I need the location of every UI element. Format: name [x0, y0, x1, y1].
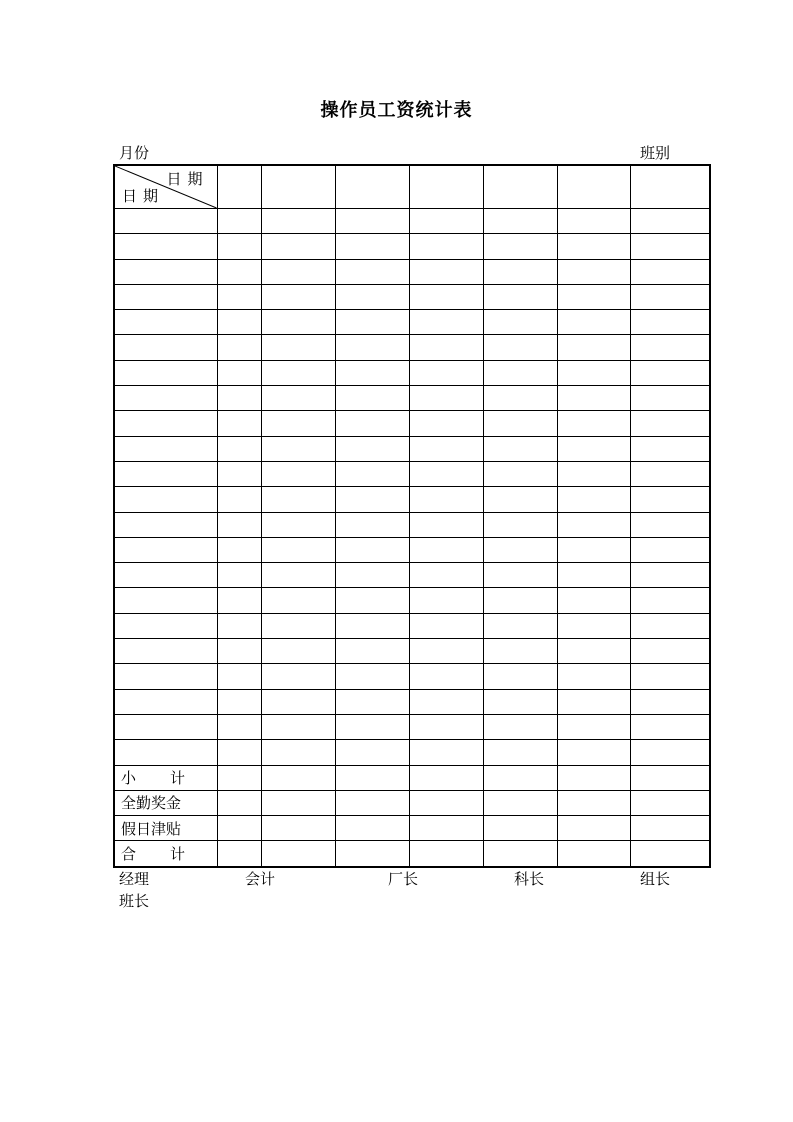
- table-cell[interactable]: [557, 537, 630, 562]
- table-cell[interactable]: [261, 436, 335, 461]
- table-cell[interactable]: [217, 259, 261, 284]
- table-cell[interactable]: [409, 209, 483, 234]
- table-cell[interactable]: [335, 386, 409, 411]
- table-cell[interactable]: [114, 335, 217, 360]
- table-cell[interactable]: [114, 740, 217, 765]
- table-cell[interactable]: [483, 234, 557, 259]
- table-cell[interactable]: [483, 436, 557, 461]
- table-cell[interactable]: [483, 664, 557, 689]
- table-cell[interactable]: [261, 537, 335, 562]
- table-cell[interactable]: [261, 259, 335, 284]
- table-cell[interactable]: [261, 563, 335, 588]
- summary-row: [114, 790, 710, 815]
- table-row: [114, 512, 710, 537]
- table-row: [114, 714, 710, 739]
- table-cell[interactable]: [335, 512, 409, 537]
- table-cell[interactable]: [335, 360, 409, 385]
- table-row: [114, 234, 710, 259]
- table-cell[interactable]: [483, 588, 557, 613]
- table-cell[interactable]: [557, 563, 630, 588]
- table-cell[interactable]: [114, 461, 217, 486]
- table-cell[interactable]: [261, 512, 335, 537]
- table-cell[interactable]: [557, 714, 630, 739]
- wage-table: [113, 164, 711, 868]
- table-cell[interactable]: [557, 360, 630, 385]
- summary-label-char: 小: [121, 769, 137, 788]
- table-cell[interactable]: [261, 411, 335, 436]
- table-cell[interactable]: [630, 386, 710, 411]
- table-row: [114, 461, 710, 486]
- table-cell[interactable]: [114, 209, 217, 234]
- table-cell[interactable]: [630, 209, 710, 234]
- table-cell[interactable]: [217, 487, 261, 512]
- table-cell[interactable]: [483, 360, 557, 385]
- table-cell[interactable]: [483, 537, 557, 562]
- table-cell[interactable]: [217, 436, 261, 461]
- table-cell[interactable]: [335, 689, 409, 714]
- table-cell[interactable]: [335, 613, 409, 638]
- month-label: 月份: [119, 144, 150, 162]
- summary-row-label: [114, 816, 217, 841]
- table-row: [114, 360, 710, 385]
- table-cell[interactable]: [335, 436, 409, 461]
- table-cell[interactable]: [630, 310, 710, 335]
- table-cell[interactable]: [483, 563, 557, 588]
- table-cell[interactable]: [483, 639, 557, 664]
- table-cell[interactable]: [335, 765, 409, 790]
- table-cell[interactable]: [557, 284, 630, 309]
- table-row: [114, 386, 710, 411]
- table-cell[interactable]: [630, 664, 710, 689]
- table-cell[interactable]: [630, 563, 710, 588]
- table-cell[interactable]: [217, 740, 261, 765]
- table-cell[interactable]: [261, 487, 335, 512]
- table-cell[interactable]: [630, 360, 710, 385]
- table-cell[interactable]: [483, 613, 557, 638]
- summary-row: [114, 816, 710, 841]
- table-cell[interactable]: [630, 639, 710, 664]
- table-cell[interactable]: [630, 335, 710, 360]
- table-cell[interactable]: [630, 259, 710, 284]
- table-cell[interactable]: [557, 689, 630, 714]
- table-cell[interactable]: [557, 841, 630, 867]
- table-row: [114, 537, 710, 562]
- table-cell[interactable]: [217, 790, 261, 815]
- table-cell[interactable]: [409, 841, 483, 867]
- table-cell[interactable]: [217, 816, 261, 841]
- table-cell[interactable]: [483, 816, 557, 841]
- signature-section-chief: 科长: [514, 870, 545, 888]
- table-cell[interactable]: [483, 386, 557, 411]
- table-cell[interactable]: [557, 461, 630, 486]
- table-row: [114, 487, 710, 512]
- table-cell[interactable]: [483, 461, 557, 486]
- table-cell[interactable]: [630, 436, 710, 461]
- table-cell[interactable]: [217, 639, 261, 664]
- table-cell[interactable]: [630, 461, 710, 486]
- table-cell[interactable]: [261, 816, 335, 841]
- signature-accountant: 会计: [245, 870, 276, 888]
- table-cell[interactable]: [483, 209, 557, 234]
- summary-row: [114, 841, 710, 867]
- table-cell[interactable]: [217, 284, 261, 309]
- summary-row-label: [114, 790, 217, 815]
- table-row: [114, 588, 710, 613]
- shift-label: 班别: [640, 144, 671, 162]
- table-cell[interactable]: [630, 765, 710, 790]
- table-cell[interactable]: [630, 689, 710, 714]
- table-cell[interactable]: [409, 461, 483, 486]
- table-cell[interactable]: [114, 386, 217, 411]
- table-cell[interactable]: [114, 563, 217, 588]
- summary-label-text: 全勤奖金: [121, 794, 182, 813]
- table-cell[interactable]: [261, 310, 335, 335]
- table-cell[interactable]: [409, 487, 483, 512]
- table-cell[interactable]: [114, 234, 217, 259]
- header-cell[interactable]: [483, 165, 557, 209]
- table-cell[interactable]: [217, 613, 261, 638]
- header-cell[interactable]: [335, 165, 409, 209]
- table-cell[interactable]: [409, 613, 483, 638]
- table-cell[interactable]: [261, 209, 335, 234]
- table-cell[interactable]: [409, 639, 483, 664]
- table-cell[interactable]: [114, 588, 217, 613]
- table-cell[interactable]: [217, 689, 261, 714]
- table-row: [114, 613, 710, 638]
- table-cell[interactable]: [261, 284, 335, 309]
- table-cell[interactable]: [114, 537, 217, 562]
- table-cell[interactable]: [557, 487, 630, 512]
- table-row: [114, 209, 710, 234]
- table-cell[interactable]: [335, 259, 409, 284]
- table-cell[interactable]: [409, 310, 483, 335]
- table-cell[interactable]: [335, 335, 409, 360]
- table-cell[interactable]: [217, 512, 261, 537]
- table-cell[interactable]: [114, 360, 217, 385]
- table-cell[interactable]: [261, 765, 335, 790]
- table-cell[interactable]: [261, 639, 335, 664]
- table-cell[interactable]: [217, 411, 261, 436]
- header-cell[interactable]: [409, 165, 483, 209]
- table-cell[interactable]: [335, 563, 409, 588]
- summary-label-char: 计: [169, 845, 185, 864]
- table-cell[interactable]: [557, 234, 630, 259]
- table-cell[interactable]: [261, 360, 335, 385]
- table-cell[interactable]: [217, 360, 261, 385]
- table-cell[interactable]: [217, 310, 261, 335]
- table-cell[interactable]: [483, 790, 557, 815]
- table-row: [114, 563, 710, 588]
- table-cell[interactable]: [335, 740, 409, 765]
- table-cell[interactable]: [630, 537, 710, 562]
- table-cell[interactable]: [483, 284, 557, 309]
- table-cell[interactable]: [409, 664, 483, 689]
- table-cell[interactable]: [483, 740, 557, 765]
- table-cell[interactable]: [217, 765, 261, 790]
- table-cell[interactable]: [114, 487, 217, 512]
- table-cell[interactable]: [483, 411, 557, 436]
- table-cell[interactable]: [557, 664, 630, 689]
- table-cell[interactable]: [409, 436, 483, 461]
- table-cell[interactable]: [114, 613, 217, 638]
- table-cell[interactable]: [557, 310, 630, 335]
- table-cell[interactable]: [114, 259, 217, 284]
- table-cell[interactable]: [335, 588, 409, 613]
- table-cell[interactable]: [261, 664, 335, 689]
- table-cell[interactable]: [217, 461, 261, 486]
- table-cell[interactable]: [409, 259, 483, 284]
- table-cell[interactable]: [217, 664, 261, 689]
- table-cell[interactable]: [335, 841, 409, 867]
- table-cell[interactable]: [630, 411, 710, 436]
- table-cell[interactable]: [483, 765, 557, 790]
- table-row: [114, 664, 710, 689]
- table-cell[interactable]: [217, 335, 261, 360]
- table-cell[interactable]: [217, 234, 261, 259]
- table-cell[interactable]: [483, 259, 557, 284]
- table-cell[interactable]: [483, 689, 557, 714]
- table-cell[interactable]: [114, 714, 217, 739]
- table-cell[interactable]: [557, 436, 630, 461]
- table-cell[interactable]: [261, 613, 335, 638]
- table-cell[interactable]: [261, 740, 335, 765]
- summary-row-label: [114, 765, 217, 790]
- header-cell[interactable]: [261, 165, 335, 209]
- summary-row-label: [114, 841, 217, 867]
- summary-label-char: 合: [121, 845, 137, 864]
- table-cell[interactable]: [483, 487, 557, 512]
- signature-team-leader: 组长: [640, 870, 671, 888]
- table-cell[interactable]: [409, 386, 483, 411]
- table-cell[interactable]: [114, 639, 217, 664]
- table-cell[interactable]: [630, 234, 710, 259]
- table-cell[interactable]: [557, 740, 630, 765]
- table-row: [114, 411, 710, 436]
- table-cell[interactable]: [409, 790, 483, 815]
- table-cell[interactable]: [217, 537, 261, 562]
- table-row: [114, 310, 710, 335]
- table-cell[interactable]: [630, 816, 710, 841]
- table-cell[interactable]: [557, 259, 630, 284]
- table-cell[interactable]: [335, 639, 409, 664]
- table-cell[interactable]: [557, 411, 630, 436]
- table-cell[interactable]: [261, 234, 335, 259]
- table-cell[interactable]: [217, 841, 261, 867]
- table-row: [114, 284, 710, 309]
- table-cell[interactable]: [217, 563, 261, 588]
- table-cell[interactable]: [335, 411, 409, 436]
- table-cell[interactable]: [630, 613, 710, 638]
- table-cell[interactable]: [261, 461, 335, 486]
- table-cell[interactable]: [114, 689, 217, 714]
- table-cell[interactable]: [483, 310, 557, 335]
- table-cell[interactable]: [630, 588, 710, 613]
- table-cell[interactable]: [335, 310, 409, 335]
- table-cell[interactable]: [409, 740, 483, 765]
- table-cell[interactable]: [261, 790, 335, 815]
- table-cell[interactable]: [335, 487, 409, 512]
- table-cell[interactable]: [630, 714, 710, 739]
- table-cell[interactable]: [335, 284, 409, 309]
- table-cell[interactable]: [557, 335, 630, 360]
- table-cell[interactable]: [630, 284, 710, 309]
- table-cell[interactable]: [409, 335, 483, 360]
- table-row: [114, 259, 710, 284]
- table-cell[interactable]: [114, 512, 217, 537]
- page-title: 操作员工资统计表: [320, 100, 473, 121]
- table-cell[interactable]: [483, 714, 557, 739]
- table-cell[interactable]: [483, 335, 557, 360]
- table-cell[interactable]: [217, 714, 261, 739]
- table-cell[interactable]: [114, 664, 217, 689]
- table-cell[interactable]: [483, 512, 557, 537]
- table-cell[interactable]: [217, 209, 261, 234]
- table-cell[interactable]: [114, 284, 217, 309]
- table-row: [114, 689, 710, 714]
- table-cell[interactable]: [261, 841, 335, 867]
- table-cell[interactable]: [114, 411, 217, 436]
- table-row: [114, 740, 710, 765]
- table-cell[interactable]: [335, 790, 409, 815]
- summary-label-char: 计: [169, 769, 185, 788]
- table-row: [114, 436, 710, 461]
- table-cell[interactable]: [557, 765, 630, 790]
- header-cell[interactable]: [630, 165, 710, 209]
- signature-manager: 经理: [119, 870, 150, 888]
- table-cell[interactable]: [335, 234, 409, 259]
- table-cell[interactable]: [335, 714, 409, 739]
- table-cell[interactable]: [557, 209, 630, 234]
- table-cell[interactable]: [217, 386, 261, 411]
- table-cell[interactable]: [409, 360, 483, 385]
- table-cell[interactable]: [335, 816, 409, 841]
- diagonal-top-label: 日期: [166, 170, 209, 188]
- table-cell[interactable]: [261, 386, 335, 411]
- summary-label-text: 假日津贴: [121, 819, 182, 838]
- table-cell[interactable]: [557, 512, 630, 537]
- table-cell[interactable]: [630, 512, 710, 537]
- table-cell[interactable]: [409, 537, 483, 562]
- table-cell[interactable]: [261, 588, 335, 613]
- table-cell[interactable]: [557, 639, 630, 664]
- table-cell[interactable]: [483, 841, 557, 867]
- table-row: [114, 335, 710, 360]
- table-cell[interactable]: [630, 740, 710, 765]
- summary-row: [114, 765, 710, 790]
- table-cell[interactable]: [409, 411, 483, 436]
- table-cell[interactable]: [630, 790, 710, 815]
- table-cell[interactable]: [261, 714, 335, 739]
- table-cell[interactable]: [409, 588, 483, 613]
- diagonal-bottom-label: 日期: [122, 187, 165, 205]
- table-cell[interactable]: [409, 284, 483, 309]
- table-cell[interactable]: [557, 613, 630, 638]
- table-cell[interactable]: [217, 588, 261, 613]
- table-cell[interactable]: [409, 714, 483, 739]
- header-row: [114, 165, 710, 209]
- table-cell[interactable]: [557, 790, 630, 815]
- diagonal-header-cell: [114, 165, 217, 209]
- table-cell[interactable]: [409, 234, 483, 259]
- table-cell[interactable]: [557, 386, 630, 411]
- table-cell[interactable]: [557, 816, 630, 841]
- header-cell[interactable]: [557, 165, 630, 209]
- table-cell[interactable]: [630, 487, 710, 512]
- table-cell[interactable]: [261, 335, 335, 360]
- table-cell[interactable]: [335, 461, 409, 486]
- header-cell[interactable]: [217, 165, 261, 209]
- table-cell[interactable]: [409, 563, 483, 588]
- signature-factory-head: 厂长: [388, 870, 419, 888]
- table-cell[interactable]: [335, 664, 409, 689]
- signature-shift-leader: 班长: [119, 892, 150, 910]
- table-cell[interactable]: [409, 689, 483, 714]
- table-cell[interactable]: [409, 512, 483, 537]
- table-cell[interactable]: [409, 816, 483, 841]
- table-cell[interactable]: [261, 689, 335, 714]
- table-cell[interactable]: [114, 436, 217, 461]
- table-cell[interactable]: [335, 537, 409, 562]
- table-cell[interactable]: [114, 310, 217, 335]
- table-cell[interactable]: [335, 209, 409, 234]
- table-row: [114, 639, 710, 664]
- table-cell[interactable]: [409, 765, 483, 790]
- table-cell[interactable]: [630, 841, 710, 867]
- table-cell[interactable]: [557, 588, 630, 613]
